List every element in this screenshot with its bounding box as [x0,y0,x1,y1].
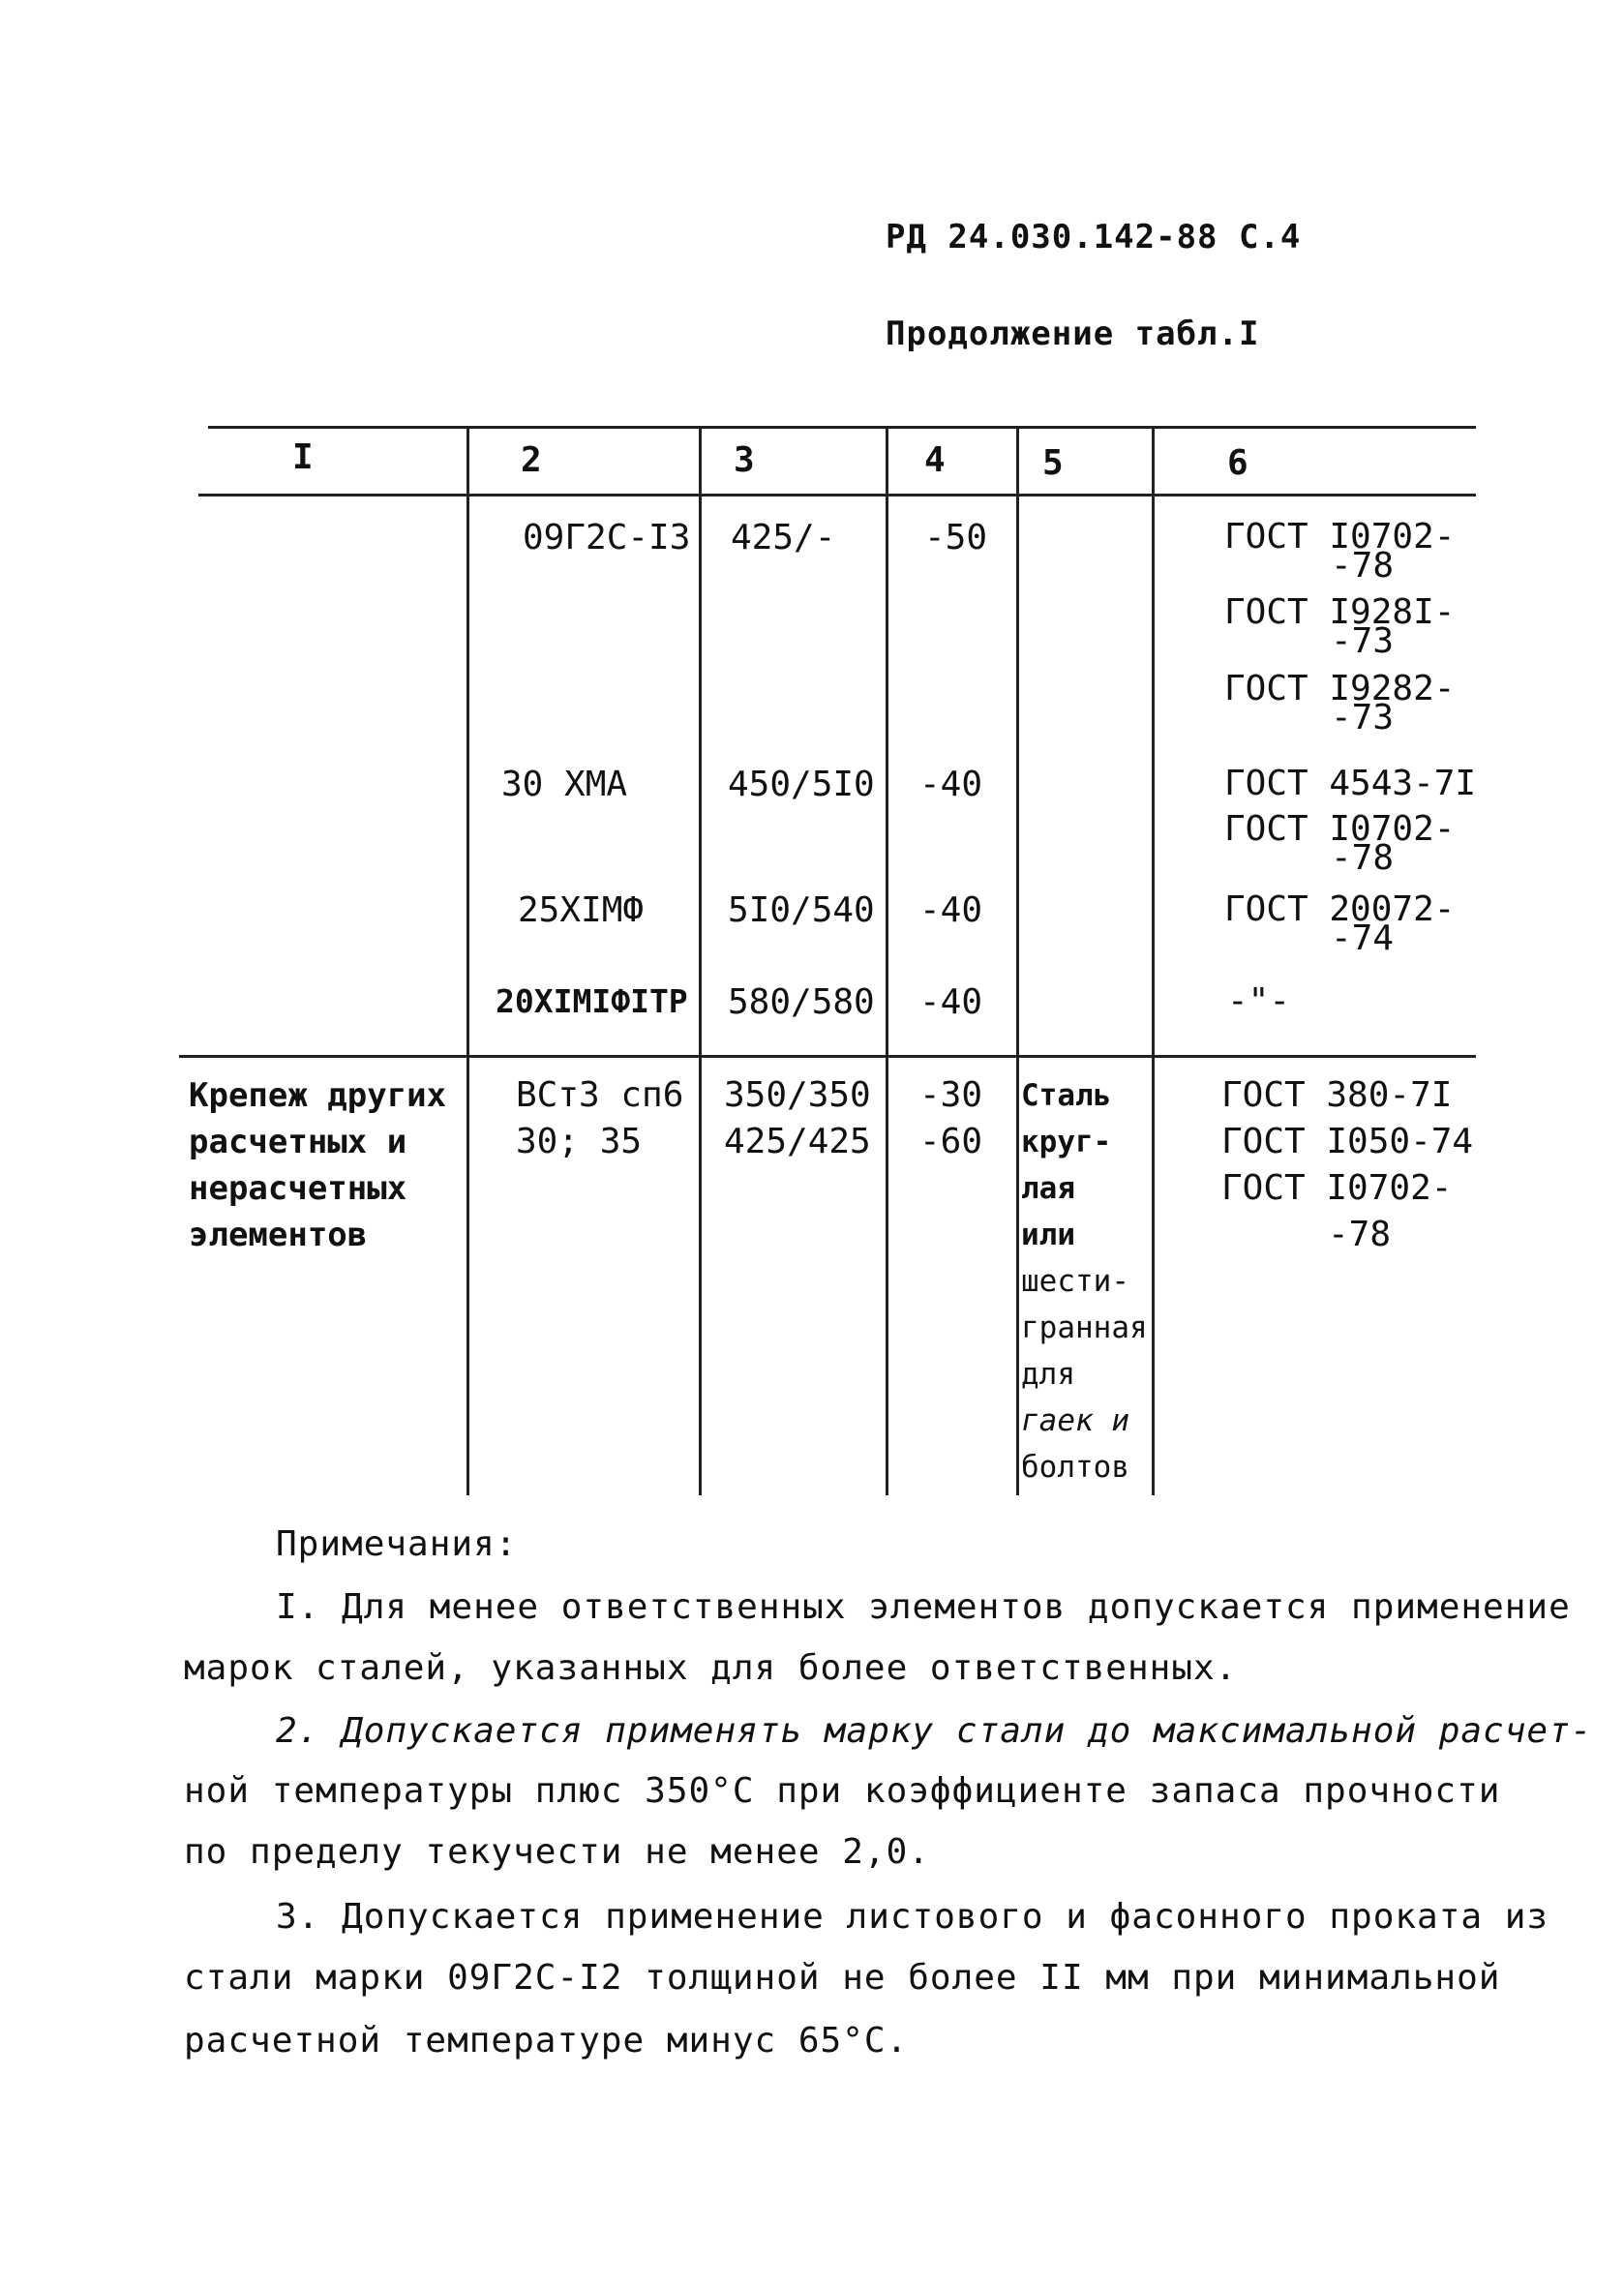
table-col-divider [699,426,702,1495]
note-line: I. Для менее ответственных элементов допускается применение [276,1587,1571,1627]
standard-ref: ГОСТ I0702- -78 [1224,809,1456,878]
col-header-2: 2 [521,440,542,480]
col-header-5: 5 [1042,443,1064,483]
standard-ref: ГОСТ I0702- -78 [1224,517,1456,586]
table-col-divider [1016,426,1019,1495]
note-line: ной температуры плюс 350°С при коэффициенте запаса прочности [184,1771,1501,1811]
table-header-rule [198,494,1476,497]
col-header-4: 4 [924,440,946,480]
steel-grade: 30 ХМА [501,765,628,804]
col-header-1: I [292,437,314,477]
temperature-limit: 450/5I0 [728,765,875,804]
min-temperature: -40 [919,890,983,930]
table-col-divider [886,426,888,1495]
min-temperature: -40 [919,982,983,1022]
standard-ref: ГОСТ I9282- -73 [1224,669,1456,737]
product-note: Сталь круг- лая или шести- гранная для гаек и болтов [1021,1078,1148,1485]
min-temperatures: -30 -60 [919,1075,983,1161]
temperature-limits: 350/350 425/425 [724,1075,871,1161]
temperature-limit: 580/580 [728,982,875,1022]
temperature-limit: 5I0/540 [728,890,875,930]
notes-title: Примечания: [276,1524,518,1564]
standard-refs: ГОСТ 380-7I ГОСТ I050-74 ГОСТ I0702- -78 [1221,1075,1474,1254]
table-col-divider [1152,426,1155,1495]
standard-ref: ГОСТ I928I- -73 [1224,592,1456,661]
min-temperature: -50 [924,518,988,557]
steel-grade: 20ХIМIФIТР [496,982,688,1020]
col-header-3: 3 [734,440,755,480]
note-line: расчетной температуре минус 65°С. [184,2021,909,2061]
table-top-rule [208,426,1476,429]
steel-grade: 09Г2С-I3 [523,518,691,557]
note-line: 2. Допускается применять марку стали до максимальной расчет- [276,1711,1593,1751]
table-col-divider [466,426,469,1495]
note-line: по пределу текучести не менее 2,0. [184,1832,930,1872]
element-group-name: Крепеж других расчетных и нерасчетных элементов [189,1076,447,1254]
document-code: РД 24.030.142-88 С.4 [886,218,1302,256]
table-continuation-label: Продолжение табл.I [886,315,1260,353]
min-temperature: -40 [919,765,983,804]
note-line: стали марки 09Г2С-I2 толщиной не более II мм при минимальной [184,1958,1501,1998]
steel-grades: ВСт3 сп6 30; 35 [516,1075,684,1161]
table-group-rule [179,1055,1476,1058]
standard-ref: ГОСТ 4543-7I [1224,764,1477,803]
standard-ref-ditto: -"- [1227,981,1291,1021]
steel-grade: 25ХIМФ [518,890,645,930]
note-line: марок сталей, указанных для более ответственных. [184,1648,1238,1688]
standard-ref: ГОСТ 20072- -74 [1224,889,1456,958]
note-line: 3. Допускается применение листового и фасонного проката из [276,1897,1549,1937]
col-header-6: 6 [1227,443,1248,483]
temperature-limit: 425/- [731,518,836,557]
